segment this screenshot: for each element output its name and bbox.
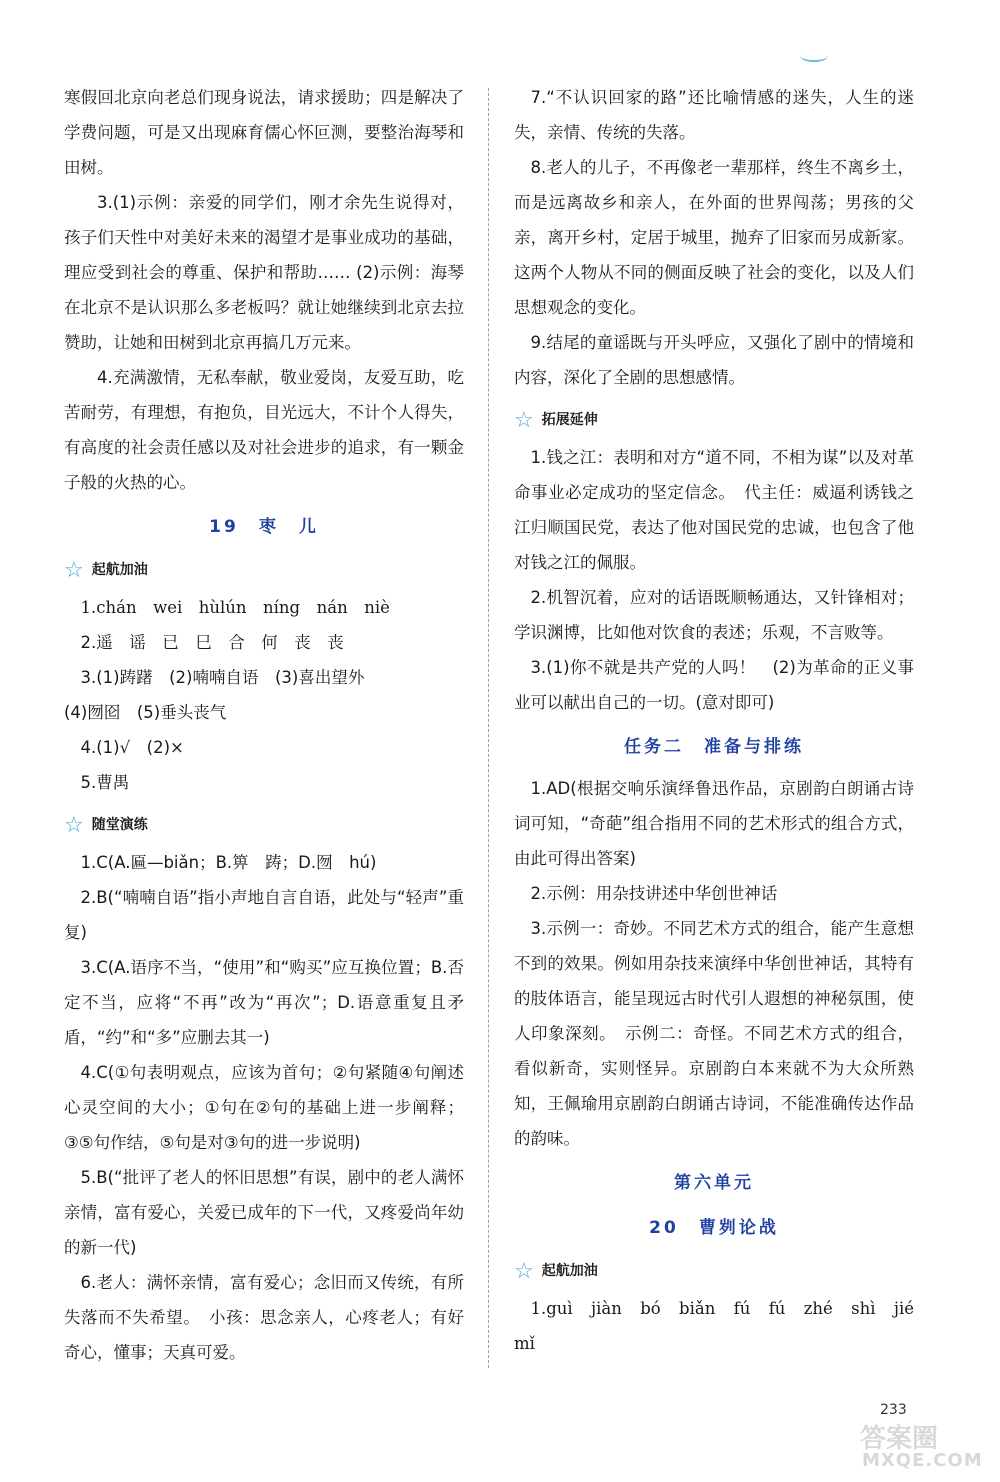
- word-answer-3a: 3.(1)踌躇 (2)喃喃自语 (3)喜出望外: [80, 668, 365, 687]
- paragraph-continued: 寒假回北京向老总们现身说法，请求援助；四是解决了学费问题，可是又出现麻育儒心怀叵测，要整治海琴和田树。: [64, 88, 464, 177]
- star-icon: ☆: [64, 557, 84, 583]
- section-label: 起航加油: [91, 562, 148, 578]
- answer-8: 8.老人的儿子，不再像老一辈那样，终生不离乡土，而是远离故乡和亲人，在外面的世界闯荡；男孩的父亲，离开乡村，定居于城里，抛弃了旧家而另成新家。这两个人物从不同的侧面反映了社会的变化，以及人们思想观念的变化。: [514, 158, 914, 317]
- extend-answer-3: 3.(1)你不就是共产党的人吗！ (2)为革命的正义事业可以献出自己的一切。(意对即可): [514, 658, 914, 712]
- section-badge-qihang: [64, 553, 464, 588]
- star-icon: ☆: [514, 1258, 534, 1284]
- word-answer-3b: (4)囫囵 (5)垂头丧气: [64, 703, 227, 722]
- drill-answer-4: 4.C(①句表明观点，应该为首句；②句紧随④句阐述心灵空间的大小；①句在②句的基础上进一步阐释；③⑤句作结，⑤句是对③句的进一步说明): [64, 1063, 464, 1152]
- right-column: [514, 80, 931, 1361]
- task-2-title: 任务二 准备与排练: [624, 737, 804, 757]
- watermark-logo: [850, 1418, 983, 1476]
- answer-3: 3.(1)示例：亲爱的同学们，刚才余先生说得对，孩子们天性中对美好未来的渴望才是事业成功的基础，理应受到社会的尊重、保护和帮助…… (2)示例：海琴在北京不是认识那么多老板吗？就让她继续到北京去拉赞助，让她和田树到北京再搞几万元来。: [64, 193, 464, 352]
- drill-answer-6: 6.老人：满怀亲情，富有爱心；念旧而又传统，有所失落而不失希望。 小孩：思念亲人，心疼老人；有好奇心，懂事；天真可爱。: [64, 1273, 464, 1362]
- answer-7: 7.“不认识回家的路”还比喻情感的迷失，人生的迷失，亲情、传统的失落。: [514, 88, 914, 142]
- task-answer-2: 2.示例：用杂技讲述中华创世神话: [530, 884, 778, 903]
- section-label: 随堂演练: [91, 817, 148, 833]
- lesson-20-title: 20 曹刿论战: [649, 1218, 779, 1238]
- section-badge-qihang-2: [514, 1254, 914, 1289]
- section-label: 起航加油: [541, 1263, 598, 1279]
- star-icon: ☆: [64, 812, 84, 838]
- drill-answer-2: 2.B(“喃喃自语”指小声地自言自语，此处与“轻声”重复): [64, 888, 464, 942]
- section-badge-tuozhan: [514, 403, 914, 438]
- answer-4: 4.充满激情，无私奉献，敬业爱岗，友爱互助，吃苦耐劳，有理想，有抱负，目光远大，不计个人得失，有高度的社会责任感以及对社会进步的追求，有一颗金子般的火热的心。: [64, 368, 464, 492]
- section-badge-suitang: [64, 808, 464, 843]
- author-answer-5: 5.曹禺: [80, 773, 130, 792]
- answer-9: 9.结尾的童谣既与开头呼应，又强化了剧中的情境和内容，深化了全剧的思想感情。: [514, 333, 914, 387]
- judge-answer-4: 4.(1)√ (2)×: [80, 738, 184, 757]
- task-answer-1: 1.AD(根据交响乐演绎鲁迅作品，京剧韵白朗诵古诗词可知，“奇葩”组合指用不同的艺术形式的组合方式，由此可得出答案): [514, 779, 914, 868]
- task-answer-3: 3.示例一：奇妙。不同艺术方式的组合，能产生意想不到的效果。例如用杂技来演绎中华创世神话，其特有的肢体语言，能呈现远古时代引人遐想的神秘氛围，使人印象深刻。 示例二：奇怪。不同艺术方式的组合，看似新奇，实则怪异。京剧韵白本来就不为大众所熟知，王佩瑜用京剧韵白朗诵古诗词，不能准确传达作品的韵味。: [514, 919, 914, 1148]
- drill-answer-3: 3.C(A.语序不当，“使用”和“购买”应互换位置；B.否定不当，应将“不再”改为“再次”；D.语意重复且矛盾，“约”和“多”应删去其一): [64, 958, 464, 1047]
- lesson-19-title: 19 枣 儿: [209, 517, 319, 537]
- unit-6-title: 第六单元: [674, 1173, 754, 1193]
- star-icon: ☆: [514, 407, 534, 433]
- section-label: 拓展延伸: [541, 412, 598, 428]
- drill-answer-1: 1.C(A.匾—biǎn；B.箅 踌；D.囫 hú): [80, 853, 377, 872]
- char-answer-2: 2.遥 谣 已 巳 合 何 丧 丧: [80, 633, 344, 652]
- extend-answer-1: 1.钱之江：表明和对方“道不同，不相为谋”以及对革命事业必定成功的坚定信念。 代主任：威逼利诱钱之江归顺国民党，表达了他对国民党的忠诚，也包含了他对钱之江的佩服。: [514, 448, 914, 572]
- left-column: [64, 80, 464, 1370]
- corner-decoration: [800, 50, 828, 62]
- pinyin-answer-1: 1.chán wei hùlún níng nán niè: [80, 598, 390, 617]
- watermark-text: 答案圈: [860, 1424, 939, 1454]
- watermark-domain: MXQE.COM: [862, 1450, 983, 1471]
- drill-answer-5: 5.B(“批评了老人的怀旧思想”有误，剧中的老人满怀亲情，富有爱心，关爱已成年的下一代，又疼爱尚年幼的新一代): [64, 1168, 464, 1257]
- page-number: 233: [880, 1402, 907, 1418]
- column-divider: [488, 88, 489, 1368]
- extend-answer-2: 2.机智沉着，应对的话语既顺畅通达，又针锋相对；学识渊博，比如他对饮食的表述；乐观，不言败等。: [514, 588, 914, 642]
- pinyin-answer-20-1: 1.guì jiàn bó biǎn fú fú zhé shì jié mǐ: [514, 1299, 931, 1353]
